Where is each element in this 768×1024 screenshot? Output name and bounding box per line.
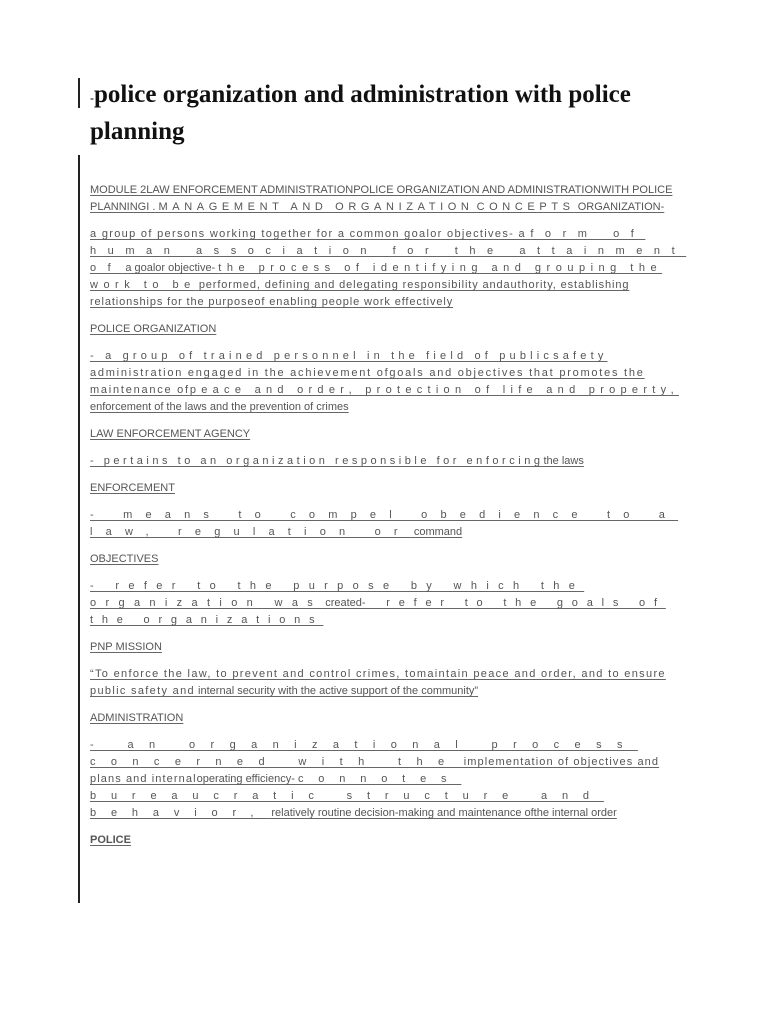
law-agency-def-part-a: - pertains to an organization responsible for enforcing — [90, 455, 544, 467]
margin-bar-title — [78, 78, 80, 108]
organization-def-part-b: form of human association for the attainment of — [90, 228, 687, 274]
police-organization-definition — [90, 348, 690, 416]
enforcement-def-part-b: command — [410, 526, 463, 538]
document-body — [90, 182, 690, 859]
document-title: police organization and administration with police planning — [90, 81, 631, 145]
police-org-def-part-a: - a group of trained personnel in the field of publicsafety — [90, 350, 608, 362]
objectives-definition — [90, 578, 690, 629]
administration-definition — [90, 737, 690, 822]
organization-label-text: ORGANIZATION- — [574, 201, 665, 213]
police-org-def-part-c: peace and order, protection of life and property, — [189, 384, 679, 396]
administration-def-part-d: connotes bureaucratic structure and behavior, — [90, 773, 604, 819]
margin-bar-body — [78, 155, 80, 903]
module-heading-paragraph — [90, 182, 690, 216]
objectives-def-part-c: - refer to the goals of the organizations — [90, 597, 666, 626]
administration-def-part-e: relatively routine decision-making and maintenance ofthe internal order — [268, 807, 617, 819]
law-enforcement-agency-heading: LAW ENFORCEMENT AGENCY — [90, 428, 251, 440]
objectives-heading: OBJECTIVES — [90, 553, 159, 565]
administration-def-part-b: implementation of objectives and plans and internal — [90, 756, 660, 785]
enforcement-heading: ENFORCEMENT — [90, 482, 175, 494]
pnp-mission-part-b: internal security with the active support of the community” — [195, 685, 479, 697]
pnp-mission-text — [90, 666, 690, 700]
pnp-mission-part-a: “To enforce the law, to prevent and control crimes, tomaintain peace and order, and to ensure public safety and — [90, 668, 666, 697]
organization-def-part-e: performed, defining and delegating responsibility andauthority, establishing relationships for the purposeof enabling people work effectively — [90, 279, 630, 308]
administration-heading: ADMINISTRATION — [90, 712, 184, 724]
concepts-text: CONCEPTS — [476, 201, 575, 213]
organization-def-part-d: the process of identifying and grouping the work to be — [90, 262, 663, 291]
police-organization-heading: POLICE ORGANIZATION — [90, 323, 217, 335]
organization-def-part-a: a group of persons working together for a common goalor objectives- a — [90, 228, 531, 240]
module-heading-text: MODULE 2LAW ENFORCEMENT ADMINISTRATIONPOLICE ORGANIZATION AND ADMINISTRATIONWITH POLICE PLANNINGI . — [90, 184, 673, 213]
pnp-mission-heading: PNP MISSION — [90, 641, 162, 653]
objectives-def-part-a: - refer to the purpose by which the organization was — [90, 580, 585, 609]
objectives-def-part-b: created — [322, 597, 362, 609]
enforcement-definition — [90, 507, 690, 541]
enforcement-def-part-a: - means to compel obedience to a law, regulation or — [90, 509, 679, 538]
police-heading: POLICE — [90, 834, 131, 846]
title-mark: - — [90, 91, 94, 105]
police-org-def-part-d: enforcement of the laws and the prevention of crimes — [90, 401, 349, 413]
administration-def-part-a: - an organizational process concerned with the — [90, 739, 638, 768]
organization-definition — [90, 226, 690, 311]
law-enforcement-agency-definition — [90, 453, 690, 470]
document-title-block — [90, 78, 730, 148]
organization-def-part-c: a goalor objective- — [122, 262, 219, 274]
law-agency-def-part-b: the laws — [543, 455, 584, 467]
management-organization-text: MANAGEMENT AND ORGANIZATION — [158, 201, 474, 213]
police-org-def-part-b: administration engaged in the achievement ofgoals and objectives that promotes the maintenance of — [90, 367, 645, 396]
administration-def-part-c: operating efficiency- — [196, 773, 298, 785]
